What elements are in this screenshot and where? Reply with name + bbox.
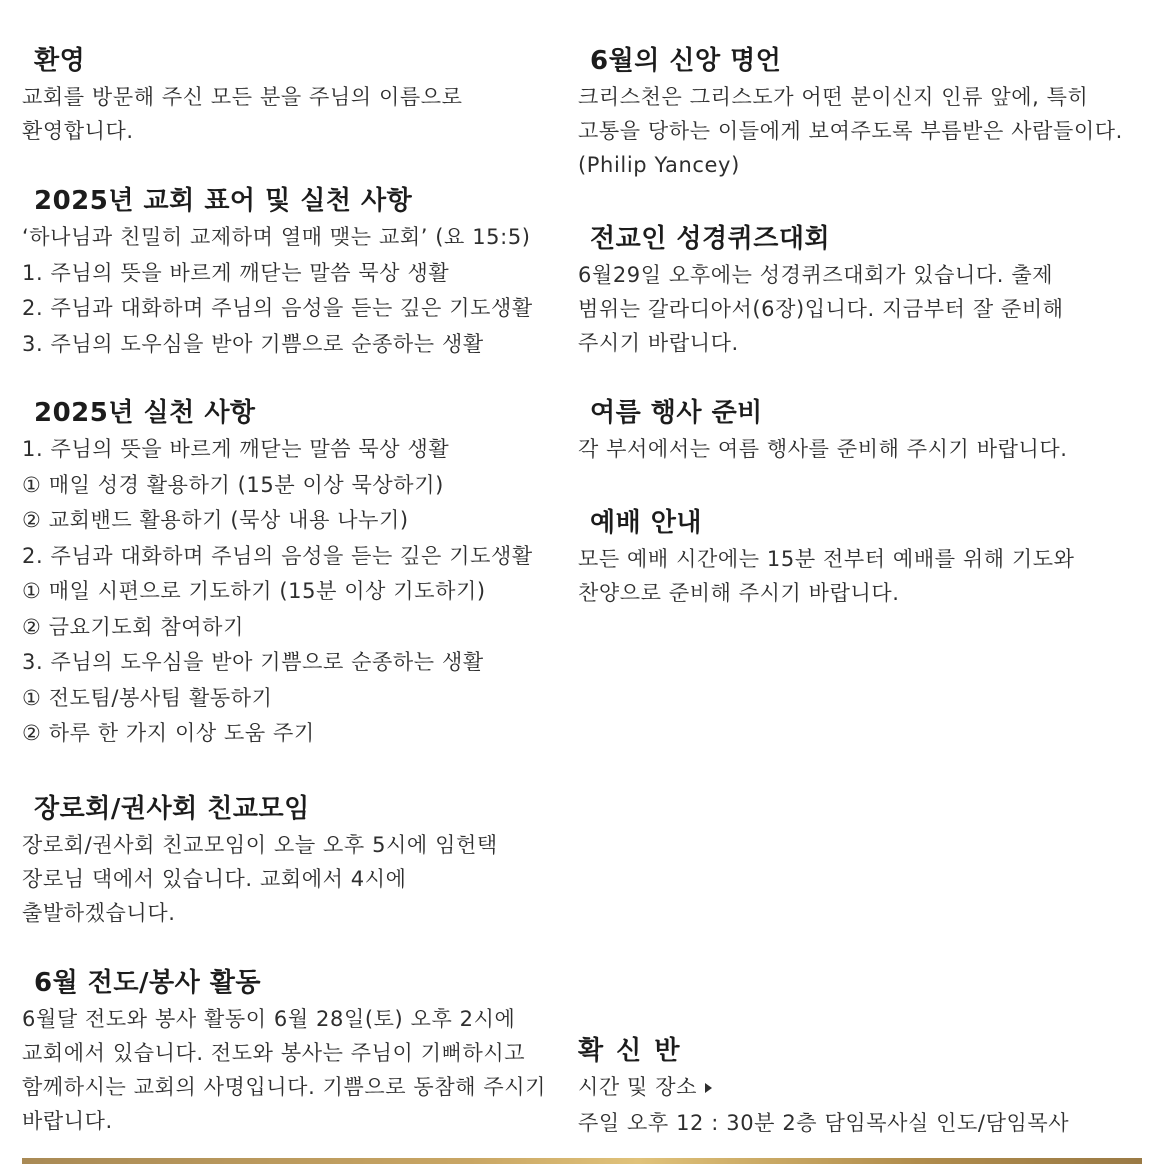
confirmation-title: 확 신 반 xyxy=(578,1036,682,1066)
summer-title: 여름 행사 준비 xyxy=(590,398,763,428)
welcome-text: 교회를 방문해 주신 모든 분을 주님의 이름으로 환영합니다. xyxy=(22,85,463,143)
worship-title: 예배 안내 xyxy=(590,508,703,538)
confirmation-label-row xyxy=(578,1070,1138,1106)
quiz-text: 6월29일 오후에는 성경퀴즈대회가 있습니다. 출제 범위는 갈라디아서(6장)입니다. 지금부터 잘 준비해 주시기 바랍니다. xyxy=(578,263,1064,355)
summer-section xyxy=(578,396,1138,466)
quote-text: 크리스천은 그리스도가 어떤 분이신지 인류 앞에, 특히 고통을 당하는 이들에게 보여주도록 부름받은 사람들이다. (Philip Yancey) xyxy=(578,85,1123,177)
practice-item: 2. 주님과 대화하며 주님의 음성을 듣는 깊은 기도생활 xyxy=(22,543,533,568)
practice-subitem: ② 금요기도회 참여하기 xyxy=(22,614,244,639)
decorative-bottom-strip xyxy=(22,1158,1142,1164)
summer-text: 각 부서에서는 여름 행사를 준비해 주시기 바랍니다. xyxy=(578,437,1068,461)
motto-title: 2025년 교회 표어 및 실천 사항 xyxy=(34,186,413,216)
motto-item: 1. 주님의 뜻을 바르게 깨닫는 말씀 묵상 생활 xyxy=(22,260,450,285)
practice-subitem: ① 전도팀/봉사팀 활동하기 xyxy=(22,685,273,710)
quiz-title: 전교인 성경퀴즈대회 xyxy=(590,224,831,254)
practice-title: 2025년 실천 사항 xyxy=(34,398,256,428)
elders-section xyxy=(22,792,562,930)
worship-section xyxy=(578,506,1138,610)
elders-text: 장로회/권사회 친교모임이 오늘 오후 5시에 임헌택 장로님 댁에서 있습니다. 교회에서 4시에 출발하겠습니다. xyxy=(22,833,498,925)
confirmation-section xyxy=(578,1034,1138,1141)
outreach-section xyxy=(22,966,562,1138)
worship-text: 모든 예배 시간에는 15분 전부터 예배를 위해 기도와 찬양으로 준비해 주시기 바랍니다. xyxy=(578,547,1075,605)
outreach-title: 6월 전도/봉사 활동 xyxy=(34,968,262,998)
outreach-text: 6월달 전도와 봉사 활동이 6월 28일(토) 오후 2시에 교회에서 있습니다. 전도와 봉사는 주님이 기뻐하시고 함께하시는 교회의 사명입니다. 기쁨으로 동참해 주시기 바랍니다. xyxy=(22,1007,547,1133)
confirmation-label: 시간 및 장소 xyxy=(578,1075,697,1099)
practice-subitem: ① 매일 성경 활용하기 (15분 이상 묵상하기) xyxy=(22,472,444,497)
quote-section xyxy=(578,44,1138,182)
practice-subitem: ② 교회밴드 활용하기 (묵상 내용 나누기) xyxy=(22,508,409,532)
motto-section xyxy=(22,184,562,362)
practice-subitem: ① 매일 시편으로 기도하기 (15분 이상 기도하기) xyxy=(22,579,486,603)
confirmation-detail: 주일 오후 12 : 30분 2층 담임목사실 인도/담임목사 xyxy=(578,1110,1070,1135)
practice-subitem: ② 하루 한 가지 이상 도움 주기 xyxy=(22,721,315,745)
quote-title: 6월의 신앙 명언 xyxy=(590,46,782,76)
practice-section xyxy=(22,396,562,752)
practice-item: 3. 주님의 도우심을 받아 기쁨으로 순종하는 생활 xyxy=(22,650,484,674)
arrow-right-icon xyxy=(705,1083,712,1093)
elders-title: 장로회/권사회 친교모임 xyxy=(34,794,310,824)
practice-item: 1. 주님의 뜻을 바르게 깨닫는 말씀 묵상 생활 xyxy=(22,437,450,461)
motto-verse: ‘하나님과 친밀히 교제하며 열매 맺는 교회’ (요 15:5) xyxy=(22,225,531,249)
motto-item: 3. 주님의 도우심을 받아 기쁨으로 순종하는 생활 xyxy=(22,331,484,356)
welcome-title: 환영 xyxy=(34,46,86,76)
welcome-section xyxy=(22,44,562,148)
quiz-section xyxy=(578,222,1138,360)
motto-item: 2. 주님과 대화하며 주님의 음성을 듣는 깊은 기도생활 xyxy=(22,296,533,320)
